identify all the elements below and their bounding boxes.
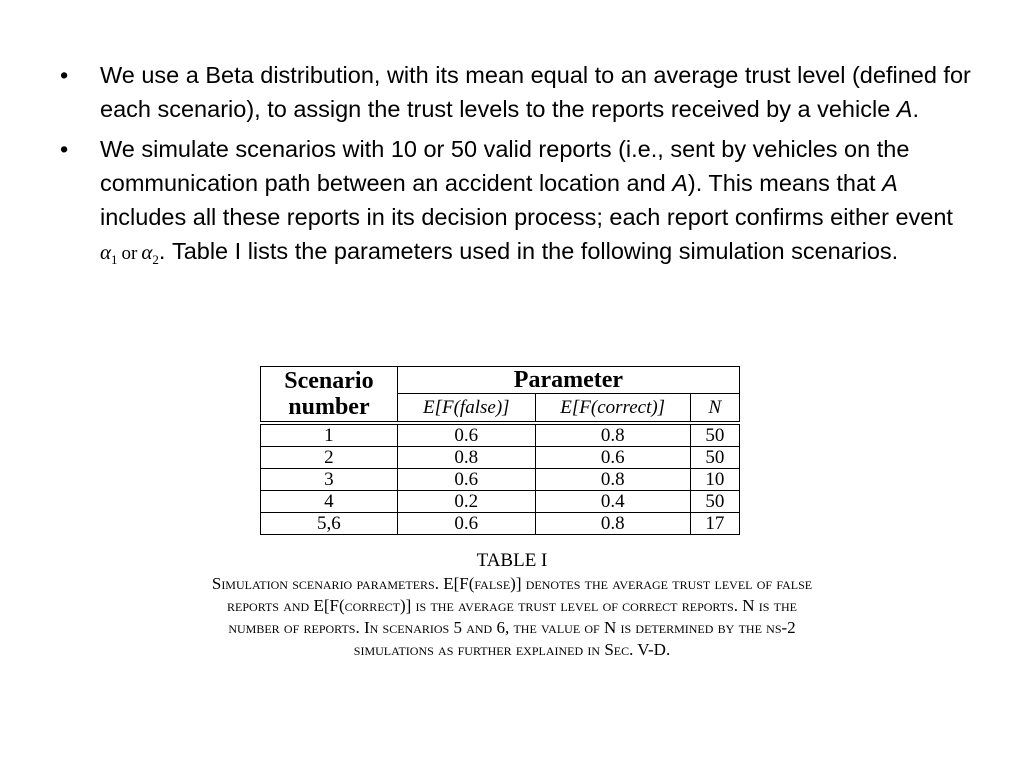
bullet-text: includes all these reports in its decision process; each report confirms either event (100, 204, 953, 230)
cell-correct: 0.8 (535, 469, 690, 491)
bullet-dot: • (60, 136, 69, 162)
bullet-item-beta-distribution (60, 58, 980, 126)
bullet-item-simulate-scenarios (60, 132, 980, 277)
cell-correct: 0.8 (535, 513, 690, 535)
cell-correct: 0.4 (535, 491, 690, 513)
cell-correct: 0.6 (535, 447, 690, 469)
alpha-symbol: α (100, 240, 112, 264)
cell-scenario: 4 (261, 491, 398, 513)
alpha1-formula (100, 240, 118, 268)
header-parameter: Parameter (397, 367, 739, 394)
vehicle-variable: A (882, 170, 898, 196)
bullet-text: . Table I lists the parameters used in the following simulation scenarios. (158, 238, 899, 264)
alpha-symbol: α (141, 240, 153, 264)
table-row (261, 491, 740, 513)
cell-scenario: 3 (261, 469, 398, 491)
bullet-text: ). This means that (687, 170, 883, 196)
cell-scenario: 5,6 (261, 513, 398, 535)
cell-n: 17 (690, 513, 739, 535)
table-caption: Simulation scenario parameters. E[F(false)] denotes the average trust level of false reports and E[F(correct)] is the average trust level of correct reports. N is the number of reports. In scenarios 5 and 6, the value of N is determined by the ns-2 simulations as further explained in Sec. V-D. (211, 574, 813, 659)
cell-false: 0.8 (397, 447, 535, 469)
header-scenario-number: Scenario number (261, 367, 398, 424)
table-row (261, 469, 740, 491)
table-caption-title: TABLE I (476, 550, 548, 571)
vehicle-variable: A (672, 170, 688, 196)
bullet-text: We use a Beta distribution, with its mean equal to an average trust level (defined for each scenario), to assign the trust levels to the reports received by a vehicle (100, 62, 971, 122)
table-row (261, 423, 740, 447)
cell-n: 50 (690, 423, 739, 447)
bullet-dot: • (60, 62, 69, 88)
bullet-text: We simulate scenarios with 10 or 50 valid reports (i.e., sent by vehicles on the communication path between an accident location and (100, 136, 910, 196)
or-word: or (121, 243, 138, 264)
vehicle-variable: A (896, 96, 913, 122)
alpha2-formula (141, 240, 159, 268)
bullet-list (60, 58, 980, 283)
cell-false: 0.6 (397, 469, 535, 491)
subheader-correct: E[F(correct)] (535, 394, 690, 424)
cell-false: 0.2 (397, 491, 535, 513)
cell-false: 0.6 (397, 513, 535, 535)
cell-correct: 0.8 (535, 423, 690, 447)
parameter-table (260, 366, 740, 535)
bullet-text-end: . (912, 96, 920, 122)
subheader-false: E[F(false)] (397, 394, 535, 424)
table-row (261, 447, 740, 469)
table-row (261, 513, 740, 535)
cell-scenario: 1 (261, 423, 398, 447)
alpha-subscript: 1 (111, 252, 118, 268)
alpha-subscript: 2 (152, 252, 159, 268)
subheader-n: N (690, 394, 739, 424)
cell-n: 50 (690, 491, 739, 513)
cell-n: 50 (690, 447, 739, 469)
cell-scenario: 2 (261, 447, 398, 469)
cell-n: 10 (690, 469, 739, 491)
cell-false: 0.6 (397, 423, 535, 447)
